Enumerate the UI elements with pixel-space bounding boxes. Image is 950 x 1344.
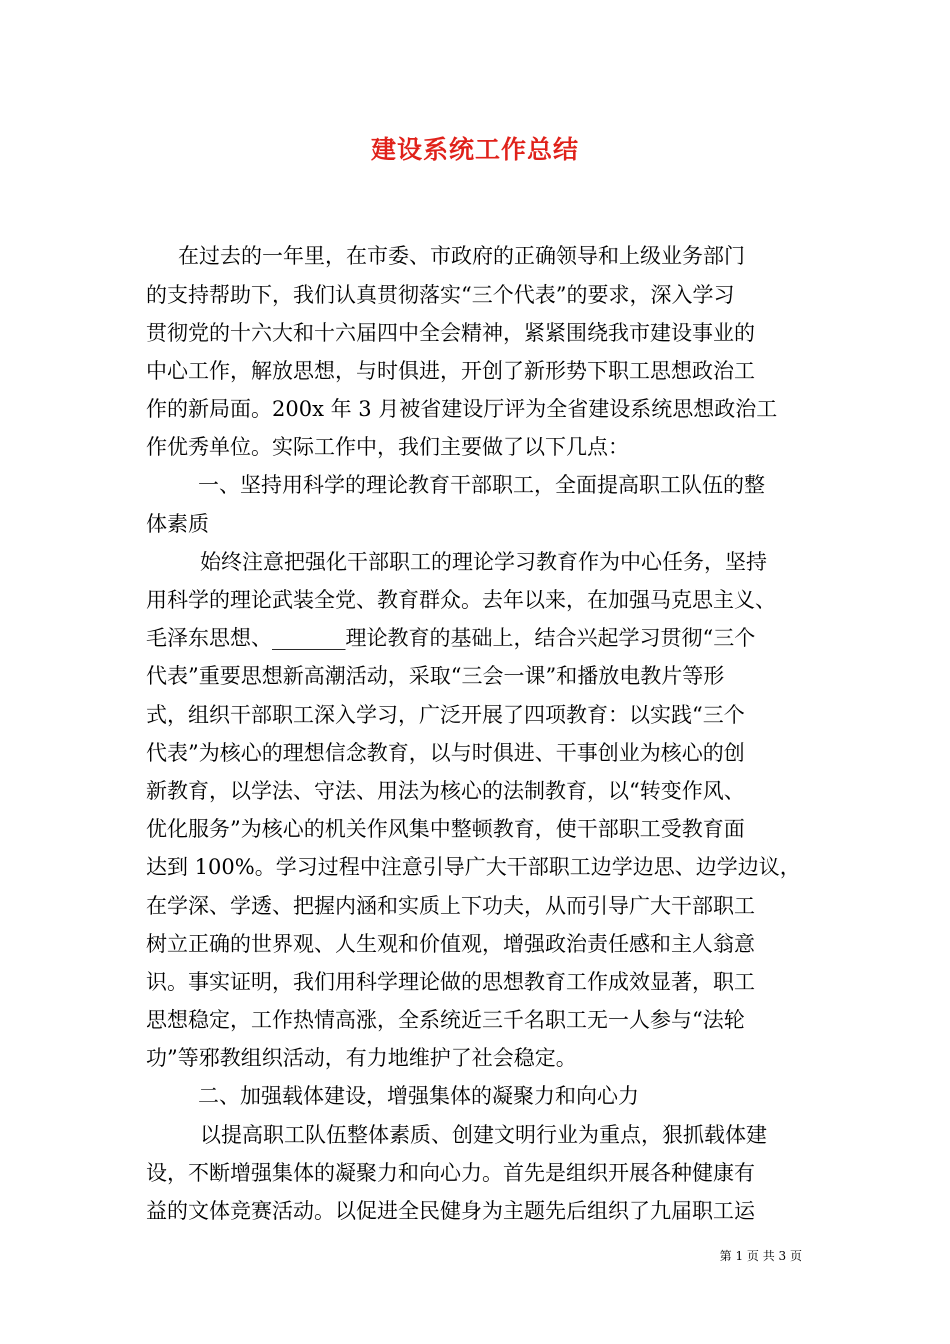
paragraph-2-line-9: 达到 100%。学习过程中注意引导广大干部职工边学边思、边学边议， (146, 855, 801, 879)
paragraph-2-line-13: 思想稳定，工作热情高涨，全系统近三千名职工无一人参与“法轮 (146, 1008, 745, 1032)
paragraph-2-line-3: 毛泽东思想、_______理论教育的基础上，结合兴起学习贯彻“三个 (146, 626, 756, 650)
page-number: 第 1 页 共 3 页 (719, 1249, 802, 1263)
paragraph-1-line-1: 在过去的一年里，在市委、市政府的正确领导和上级业务部门 (178, 244, 745, 268)
paragraph-2-line-5: 式，组织干部职工深入学习，广泛开展了四项教育：以实践“三个 (146, 703, 745, 727)
section-2-heading: 二、加强载体建设，增强集体的凝聚力和向心力 (198, 1084, 639, 1108)
paragraph-1-line-5: 作的新局面。200x 年 3 月被省建设厅评为全省建设系统思想政治工 (146, 397, 778, 421)
paragraph-2-line-1: 始终注意把强化干部职工的理论学习教育作为中心任务，坚持 (200, 550, 767, 574)
paragraph-1-line-6: 作优秀单位。实际工作中，我们主要做了以下几点： (146, 435, 629, 459)
paragraph-2-line-10: 在学深、学透、把握内涵和实质上下功夫，从而引导广大干部职工 (146, 894, 755, 918)
paragraph-2-line-2: 用科学的理论武装全党、教育群众。去年以来，在加强马克思主义、 (146, 588, 776, 612)
paragraph-1-line-3: 贯彻党的十六大和十六届四中全会精神，紧紧围绕我市建设事业的 (146, 321, 755, 345)
paragraph-2-line-4: 代表”重要思想新高潮活动，采取“三会一课”和播放电教片等形 (146, 664, 725, 688)
paragraph-3-line-2: 设，不断增强集体的凝聚力和向心力。首先是组织开展各种健康有 (146, 1161, 755, 1185)
paragraph-2-line-14: 功”等邪教组织活动，有力地维护了社会稳定。 (146, 1046, 577, 1070)
paragraph-1-line-4: 中心工作，解放思想，与时俱进，开创了新形势下职工思想政治工 (146, 359, 755, 383)
paragraph-2-line-11: 树立正确的世界观、人生观和价值观，增强政治责任感和主人翁意 (146, 932, 755, 956)
paragraph-2-line-6: 代表”为核心的理想信念教育，以与时俱进、干事创业为核心的创 (146, 741, 745, 765)
document-title: 建设系统工作总结 (370, 135, 579, 164)
paragraph-1-line-2: 的支持帮助下，我们认真贯彻落实“三个代表”的要求，深入学习 (146, 283, 735, 307)
paragraph-2-line-12: 识。事实证明，我们用科学理论做的思想教育工作成效显著，职工 (146, 970, 755, 994)
paragraph-3-line-3: 益的文体竞赛活动。以促进全民健身为主题先后组织了九届职工运 (146, 1199, 755, 1223)
paragraph-2-line-8: 优化服务”为核心的机关作风集中整顿教育，使干部职工受教育面 (146, 817, 745, 841)
paragraph-3-line-1: 以提高职工队伍整体素质、创建文明行业为重点，狠抓载体建 (200, 1123, 767, 1147)
section-1-heading-line-1: 一、坚持用科学的理论教育干部职工，全面提高职工队伍的整 (198, 473, 765, 497)
paragraph-2-line-7: 新教育，以学法、守法、用法为核心的法制教育，以“转变作风、 (146, 779, 745, 803)
section-1-heading-line-2: 体素质 (146, 512, 209, 536)
